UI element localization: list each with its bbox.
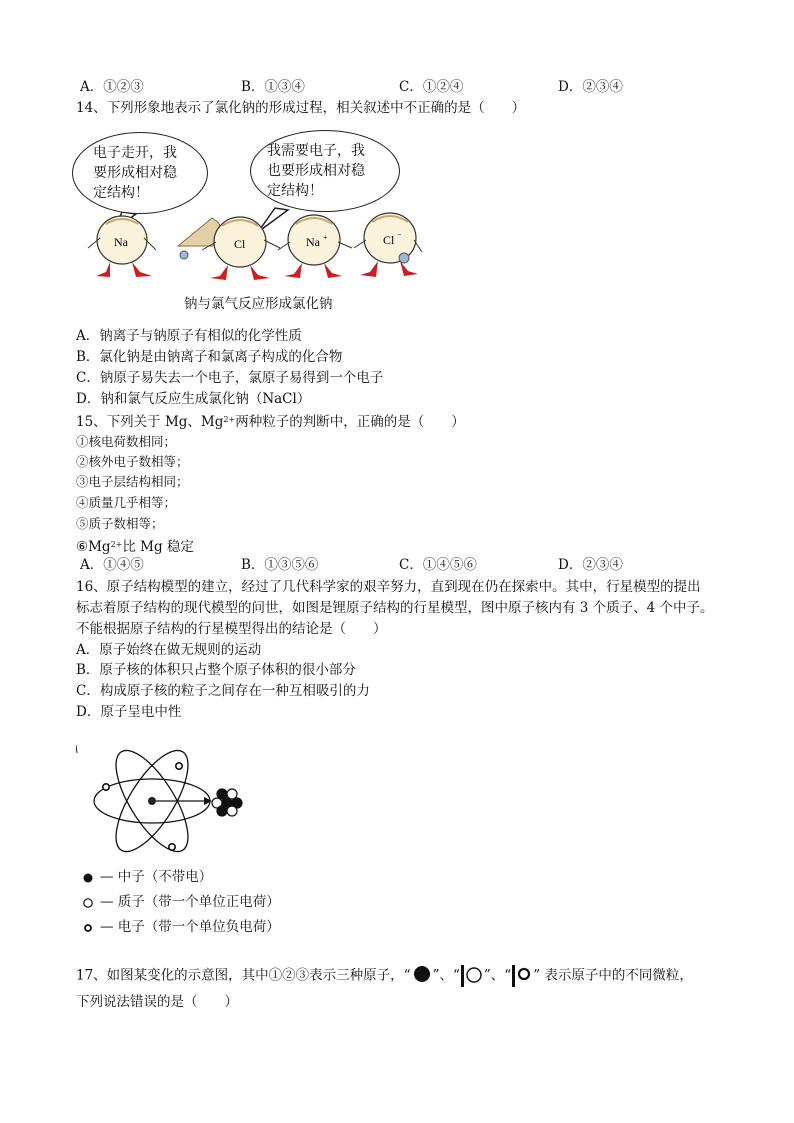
ion-charge-plus: + bbox=[323, 233, 328, 242]
q17-stem-part1: 17、如图某变化的示意图，其中①②③表示三种原子，“ bbox=[76, 967, 411, 984]
q15-option-c: C．①④⑤⑥ bbox=[399, 557, 477, 573]
q15-item-6-part1: ⑥Mg bbox=[76, 539, 111, 555]
q16-option-b: B．原子核的体积只占整个原子体积的很小部分 bbox=[76, 662, 356, 678]
q13-option-a: A．①②③ bbox=[80, 79, 144, 95]
q15-option-b: B．①③⑤⑥ bbox=[241, 557, 319, 573]
barred-hollow-particle-icon bbox=[460, 964, 484, 988]
q15-item-5: ⑤质子数相等； bbox=[76, 516, 164, 531]
neutron-icon bbox=[82, 872, 94, 884]
figure-caption: 钠与氯气反应形成氯化钠 bbox=[184, 296, 333, 312]
q14-option-a: A．钠离子与钠原子有相似的化学性质 bbox=[76, 328, 302, 344]
q16-stem-line-2: 标志着原子结构的现代模型的问世，如图是锂原子结构的行星模型，图中原子核内有 3 个质子、4 个中子。 bbox=[76, 600, 714, 616]
q15-item-6-part2: 比 Mg 稳定 bbox=[122, 539, 194, 555]
q16-stem-line-3: 不能根据原子结构的行星模型得出的结论是（ ） bbox=[76, 621, 387, 637]
q17-stem-line-1 bbox=[76, 964, 693, 988]
q15-item-6-charge: 2+ bbox=[110, 540, 123, 549]
speech-bubble-chlorine bbox=[250, 130, 400, 212]
q15-item-3: ③电子层结构相同； bbox=[76, 474, 189, 489]
q15-stem bbox=[76, 411, 465, 431]
q17-quote-separator-1: ”、“ bbox=[432, 967, 460, 984]
q17-quote-separator-2: ”、“ bbox=[483, 967, 512, 984]
q16-option-c: C．构成原子核的粒子之间存在一种互相吸引的力 bbox=[76, 683, 370, 699]
speech-bubble-sodium-text: 电子走开，我 要形成相对稳 定结构！ bbox=[93, 145, 177, 201]
q16-option-d: D．原子呈电中性 bbox=[76, 704, 182, 720]
ion-label-cl: Cl bbox=[383, 233, 395, 247]
q15-stem-part2: 两种粒子的判断中，正确的是（ ） bbox=[235, 414, 465, 430]
proton-icon bbox=[82, 897, 94, 909]
legend-proton bbox=[82, 893, 280, 911]
sodium-chloride-cartoon bbox=[70, 130, 430, 285]
q15-item-4: ④质量几乎相等； bbox=[76, 495, 177, 510]
q16-stem-line-1: 16、原子结构模型的建立，经过了几代科学家的艰辛努力，直到现在仍在探索中。其中，行星模型的提出 bbox=[76, 579, 701, 595]
electron-icon bbox=[82, 922, 94, 934]
q17-stem-line-2: 下列说法错误的是（ ） bbox=[76, 994, 238, 1010]
legend-electron-text: — 电子（带一个单位负电荷） bbox=[100, 919, 280, 935]
speech-bubble-chlorine-text: 我需要电子，我 也要形成相对稳 定结构！ bbox=[267, 143, 365, 199]
q15-option-d: D．②③④ bbox=[558, 557, 623, 573]
atom-label-cl: Cl bbox=[234, 237, 246, 251]
q15-item-6 bbox=[76, 536, 194, 556]
q15-item-1: ①核电荷数相同； bbox=[76, 434, 177, 449]
q17-stem-part2: ” 表示原子中的不同微粒， bbox=[533, 967, 693, 984]
q16-option-a: A．原子始终在做无规则的运动 bbox=[76, 642, 262, 658]
legend-electron bbox=[82, 918, 280, 936]
q15-item-2: ②核外电子数相等； bbox=[76, 454, 189, 469]
atom-model-drawing bbox=[76, 745, 246, 865]
legend-neutron-text: — 中子（不带电） bbox=[100, 869, 213, 885]
q15-stem-charge: 2+ bbox=[223, 415, 236, 424]
q15-stem-part1: 15、下列关于 Mg、Mg bbox=[76, 414, 224, 430]
q14-option-d: D．钠和氯气反应生成氯化钠（NaCl） bbox=[76, 391, 311, 407]
q13-option-d: D．②③④ bbox=[558, 79, 623, 95]
lithium-atom-model bbox=[76, 745, 246, 865]
q14-stem: 14、下列形象地表示了氯化钠的形成过程，相关叙述中不正确的是（ ） bbox=[76, 100, 526, 116]
atom-label-na: Na bbox=[114, 235, 128, 249]
barred-small-particle-icon bbox=[511, 964, 533, 988]
q15-option-a: A．①④⑤ bbox=[80, 557, 144, 573]
q13-option-c: C．①②④ bbox=[399, 79, 464, 95]
ion-charge-minus: − bbox=[397, 230, 402, 239]
legend-neutron bbox=[82, 868, 212, 886]
solid-particle-icon bbox=[411, 965, 433, 987]
ion-label-na: Na bbox=[306, 235, 320, 249]
q14-option-b: B．氯化钠是由钠离子和氯离子构成的化合物 bbox=[76, 349, 343, 365]
speech-bubble-sodium bbox=[72, 132, 208, 214]
q14-option-c: C．钠原子易失去一个电子，氯原子易得到一个电子 bbox=[76, 370, 384, 386]
q13-option-b: B．①③④ bbox=[241, 79, 305, 95]
legend-proton-text: — 质子（带一个单位正电荷） bbox=[100, 894, 280, 910]
